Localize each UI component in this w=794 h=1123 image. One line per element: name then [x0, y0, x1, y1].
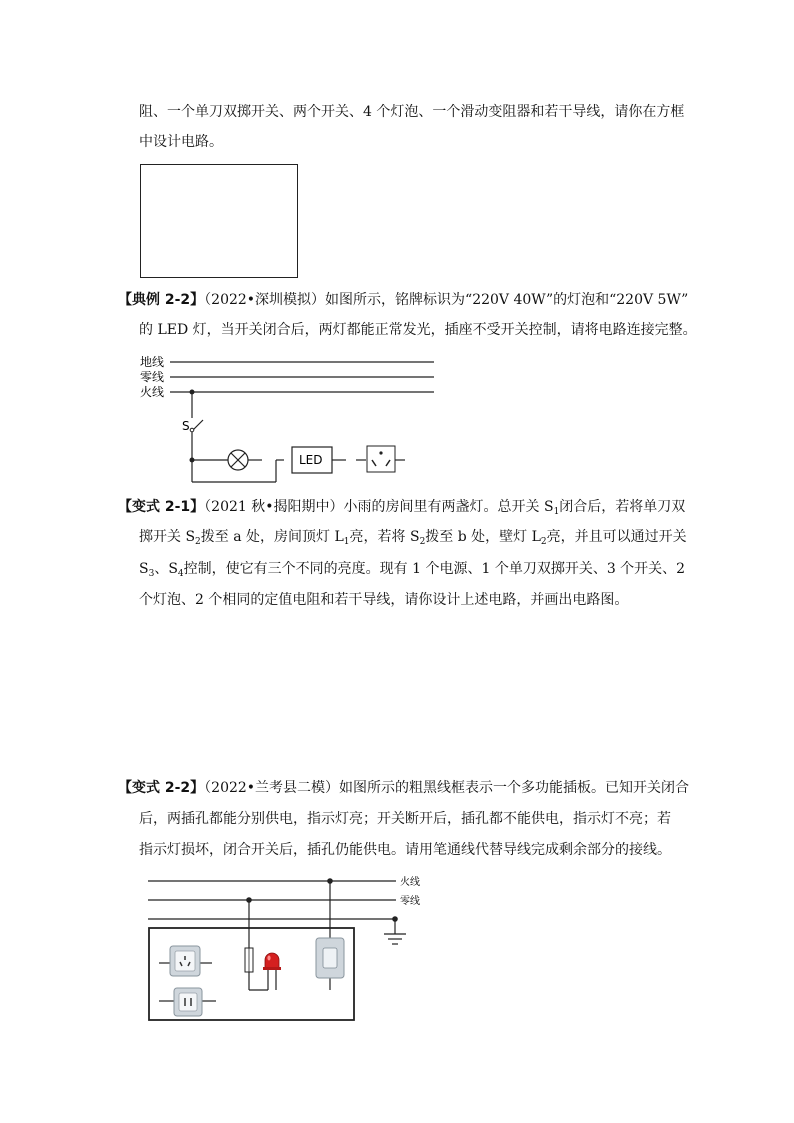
three-pin-socket-icon — [170, 946, 200, 976]
q1-text-line1: 阻、一个单刀双掷开关、两个开关、4 个灯泡、一个滑动变阻器和若干导线，请你在方框 — [139, 104, 685, 120]
variant-2-1-tag: 【变式 2-1】 — [118, 499, 205, 515]
switch-icon — [316, 938, 344, 978]
variant-2-1-line3: $S_3$、$S_4$控制，使它有三个不同的亮度。现有 1 个电源、1 个单刀双掷开关、3 个开关、2 — [139, 561, 686, 579]
neutral-wire-label-2: 零线 — [400, 896, 420, 907]
live-wire-label: 火线 — [140, 385, 165, 399]
variant-2-2-line1: 【变式 2-2】（2022•兰考县二模）如图所示的粗黑线框表示一个多功能插板。已知开关闭合 — [118, 780, 690, 796]
example-2-2-text: （2022•深圳模拟）如图所示，铭牌标识为“220V 40W”的灯泡和“220V 5W” — [204, 292, 689, 308]
neutral-wire-label: 零线 — [140, 370, 165, 384]
q1-text-line2: 中设计电路。 — [139, 134, 223, 150]
variant-2-2-tag: 【变式 2-2】 — [118, 780, 205, 796]
variant-2-1-line4: 个灯泡、2 个相同的定值电阻和若干导线，请你设计上述电路，并画出电路图。 — [139, 592, 629, 608]
variant-2-1-line2: 掷开关 $S_2$拨至 a 处，房间顶灯 $L_1$亮，若将 $S_2$拨至 b 处，壁灯 $L_2$亮，并且可以通过开关 — [139, 529, 687, 547]
variant-2-2-line3: 指示灯损坏，闭合开关后，插孔仍能供电。请用笔通线代替导线完成剩余部分的接线。 — [139, 842, 671, 858]
two-pin-socket-icon — [174, 988, 202, 1016]
led-label: LED — [299, 453, 323, 467]
indicator-light-icon — [263, 953, 281, 970]
ground-wire-label: 地线 — [140, 355, 165, 369]
variant-2-1-line1: 【变式 2-1】（2021 秋•揭阳期中）小雨的房间里有两盏灯。总开关 $S_1$闭合后，若将单刀双 — [118, 499, 686, 517]
variant-2-2-line2: 后，两插孔都能分别供电，指示灯亮；开关断开后，插孔都不能供电，指示灯不亮；若 — [139, 811, 671, 827]
switch-label: S — [182, 419, 190, 433]
live-wire-label-2: 火线 — [400, 877, 420, 888]
fuse-icon — [245, 948, 253, 972]
example-2-2-tag: 【典例 2-2】 — [118, 292, 205, 308]
example-2-2-line2: 的 LED 灯，当开关闭合后，两灯都能正常发光，插座不受开关控制，请将电路连接完整。 — [139, 322, 697, 338]
